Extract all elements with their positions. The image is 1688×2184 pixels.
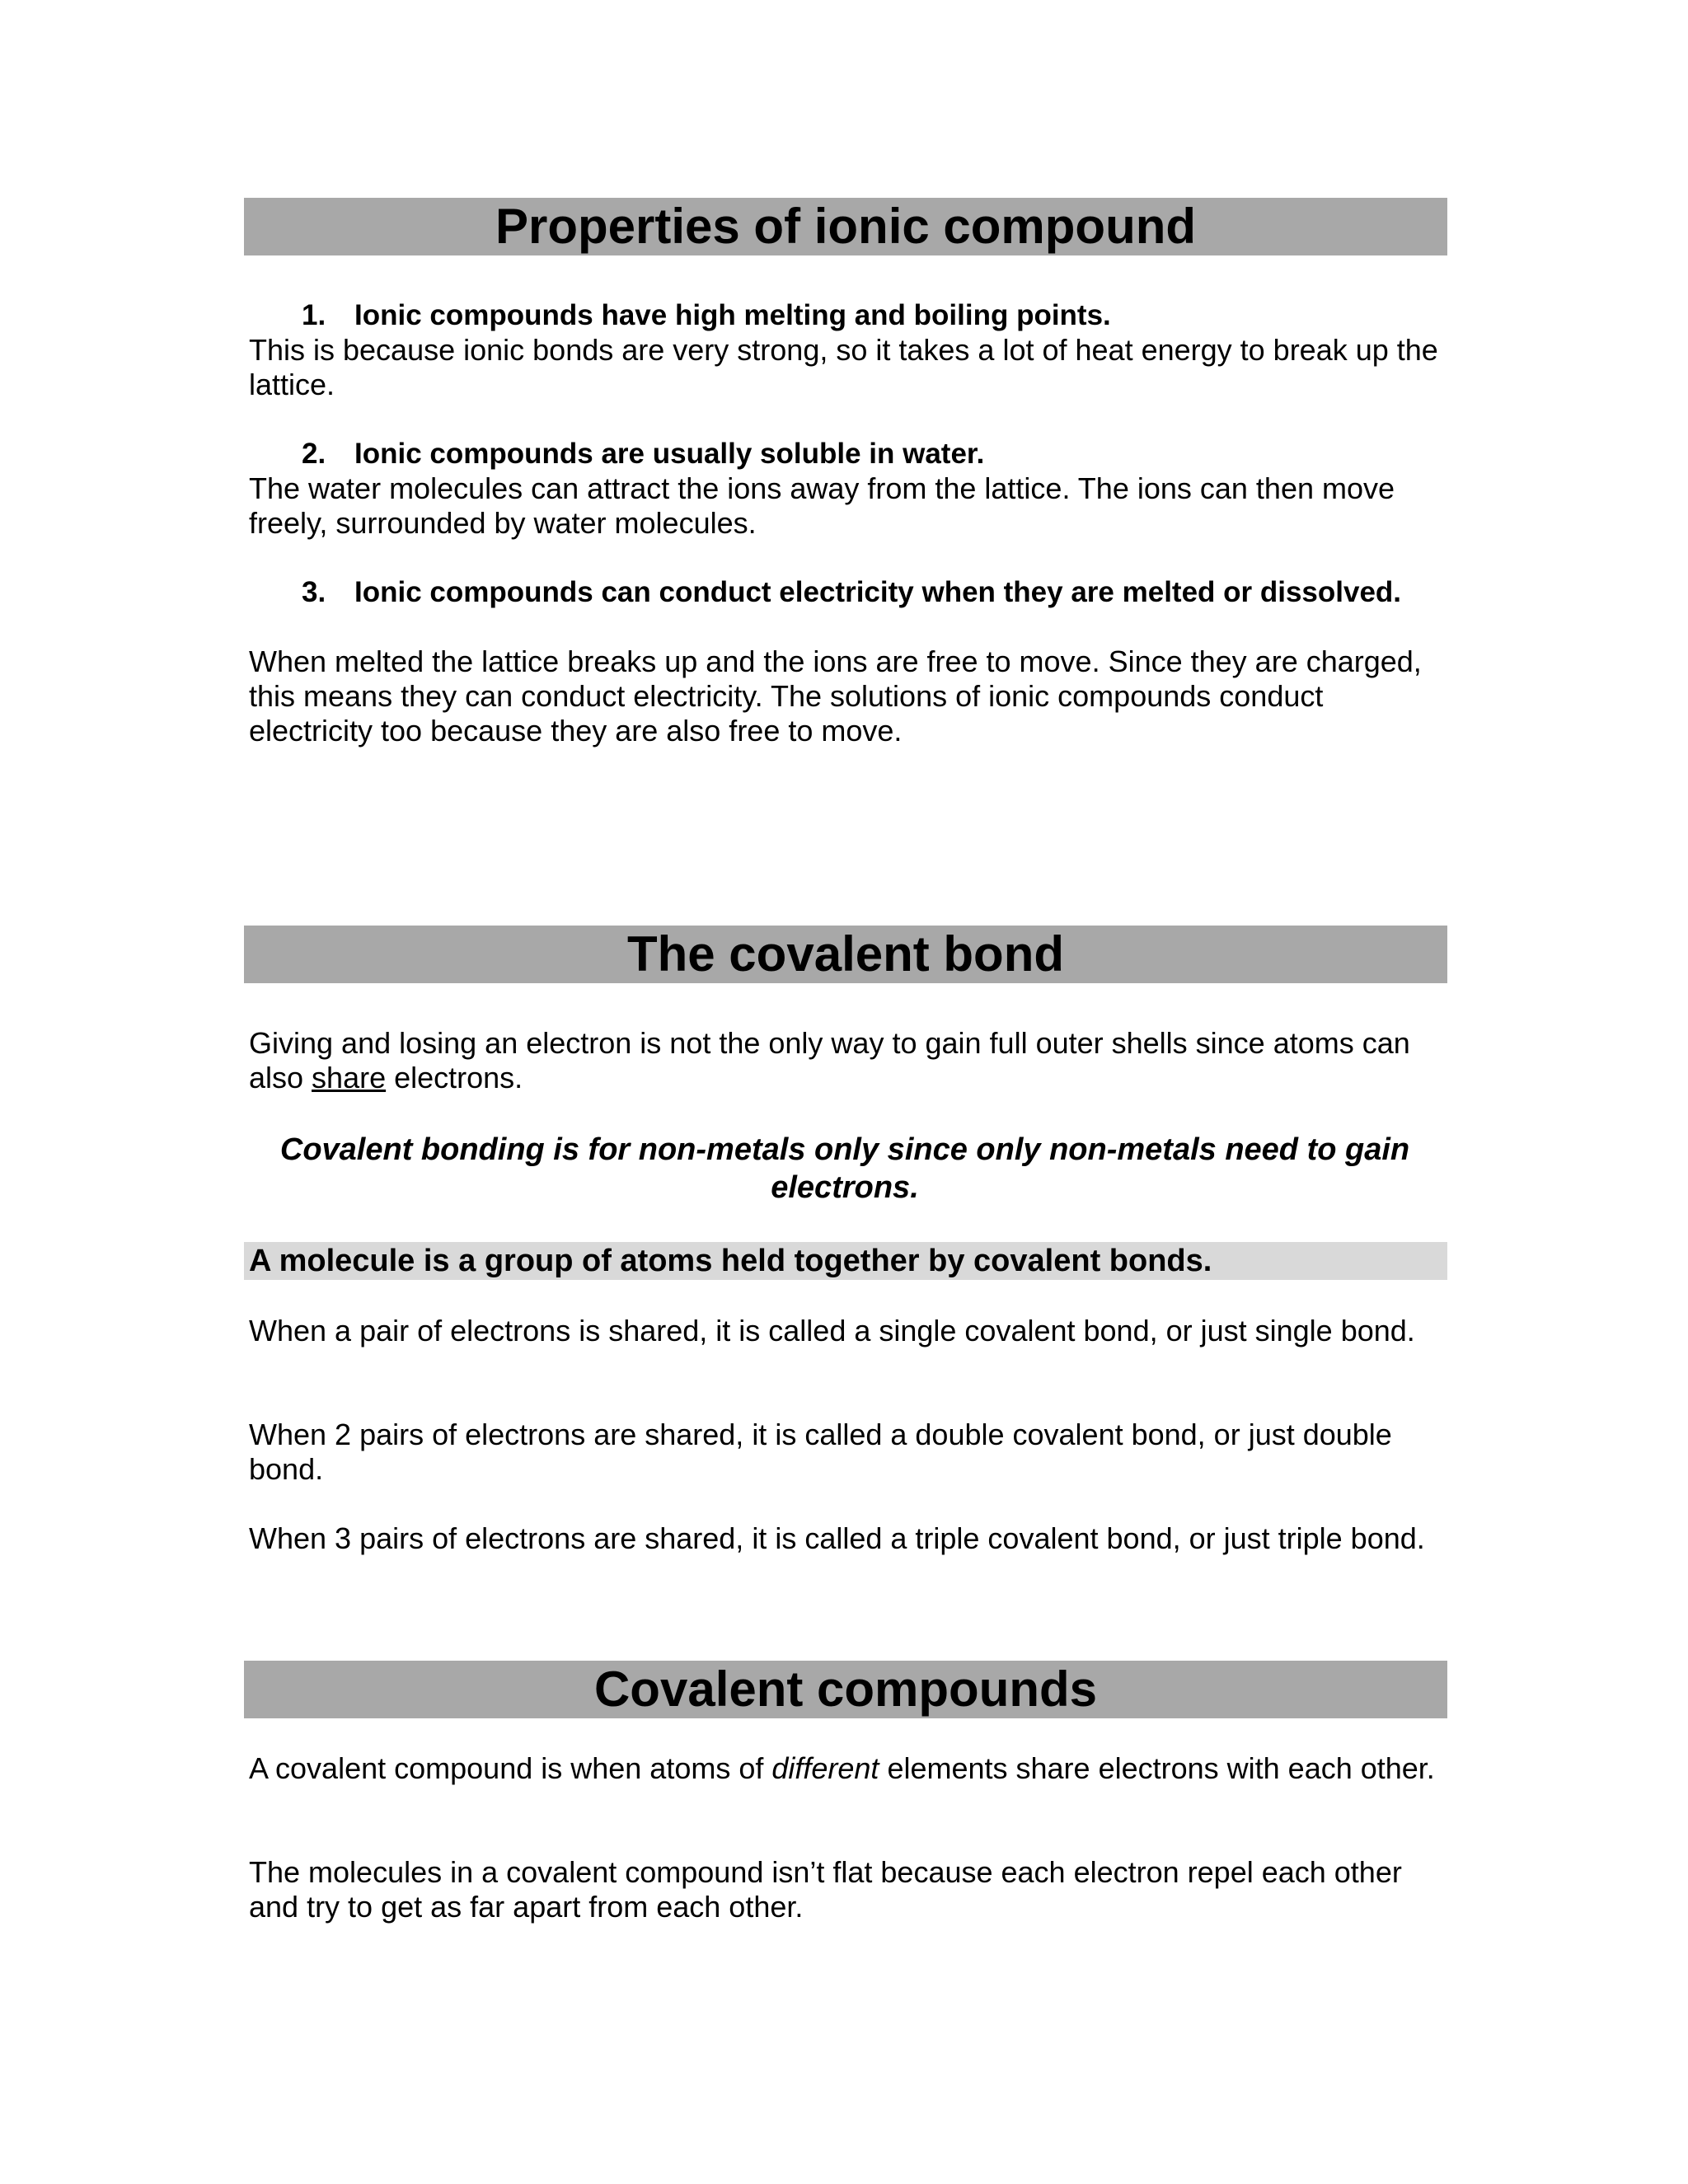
item-title: Ionic compounds are usually soluble in water.	[354, 438, 985, 470]
property-item-2	[302, 437, 1447, 471]
share-underlined: share	[312, 1061, 387, 1094]
intro-text: Giving and losing an electron is not the only way to gain full outer shells since atoms can also	[249, 1026, 1410, 1094]
property-item-3	[302, 575, 1447, 609]
property-explanation-2: The water molecules can attract the ions away from the lattice. The ions can then move freely, surrounded by water molecules.	[249, 471, 1395, 540]
molecule-definition	[244, 1242, 1447, 1280]
definition-text: A covalent compound is when atoms of	[249, 1751, 772, 1785]
section-heading-covalent-compounds: Covalent compounds	[244, 1661, 1447, 1718]
single-bond-paragraph: When a pair of electrons is shared, it is called a single covalent bond, or just single bond.	[249, 1314, 1415, 1347]
property-item-1	[302, 298, 1447, 332]
triple-bond-paragraph: When 3 pairs of electrons are shared, it is called a triple covalent bond, or just triple bond.	[249, 1521, 1425, 1555]
definition-text: A molecule is a group of atoms held together by covalent bonds.	[249, 1244, 1212, 1278]
item-number: 1.	[302, 299, 326, 331]
covalent-callout: Covalent bonding is for non-metals only since only non-metals need to gain electrons.	[279, 1132, 1410, 1205]
section-heading-covalent-bond: The covalent bond	[244, 926, 1447, 983]
definition-text-end: elements share electrons with each other.	[879, 1751, 1435, 1785]
covalent-intro-paragraph	[249, 1026, 1452, 1095]
property-explanation-3: When melted the lattice breaks up and the ions are free to move. Since they are charged, this means they can conduct electricity. The solutions of ionic compounds conduct electricity too because they are also free to move.	[249, 644, 1422, 748]
section-heading-ionic-properties: Properties of ionic compound	[244, 198, 1447, 255]
property-explanation-1: This is because ionic bonds are very strong, so it takes a lot of heat energy to break up the lattice.	[249, 333, 1438, 401]
double-bond-paragraph: When 2 pairs of electrons are shared, it is called a double covalent bond, or just double bond.	[249, 1418, 1392, 1486]
item-number: 3.	[302, 576, 326, 608]
item-number: 2.	[302, 438, 326, 470]
different-italic: different	[771, 1751, 879, 1785]
item-title: Ionic compounds have high melting and boiling points.	[354, 299, 1111, 331]
item-title: Ionic compounds can conduct electricity when they are melted or dissolved.	[354, 576, 1402, 608]
intro-text-end: electrons.	[386, 1061, 523, 1094]
covalent-compound-definition	[249, 1751, 1452, 1786]
molecule-shape-paragraph: The molecules in a covalent compound isn’t flat because each electron repel each other and try to get as far apart from each other.	[249, 1855, 1402, 1924]
